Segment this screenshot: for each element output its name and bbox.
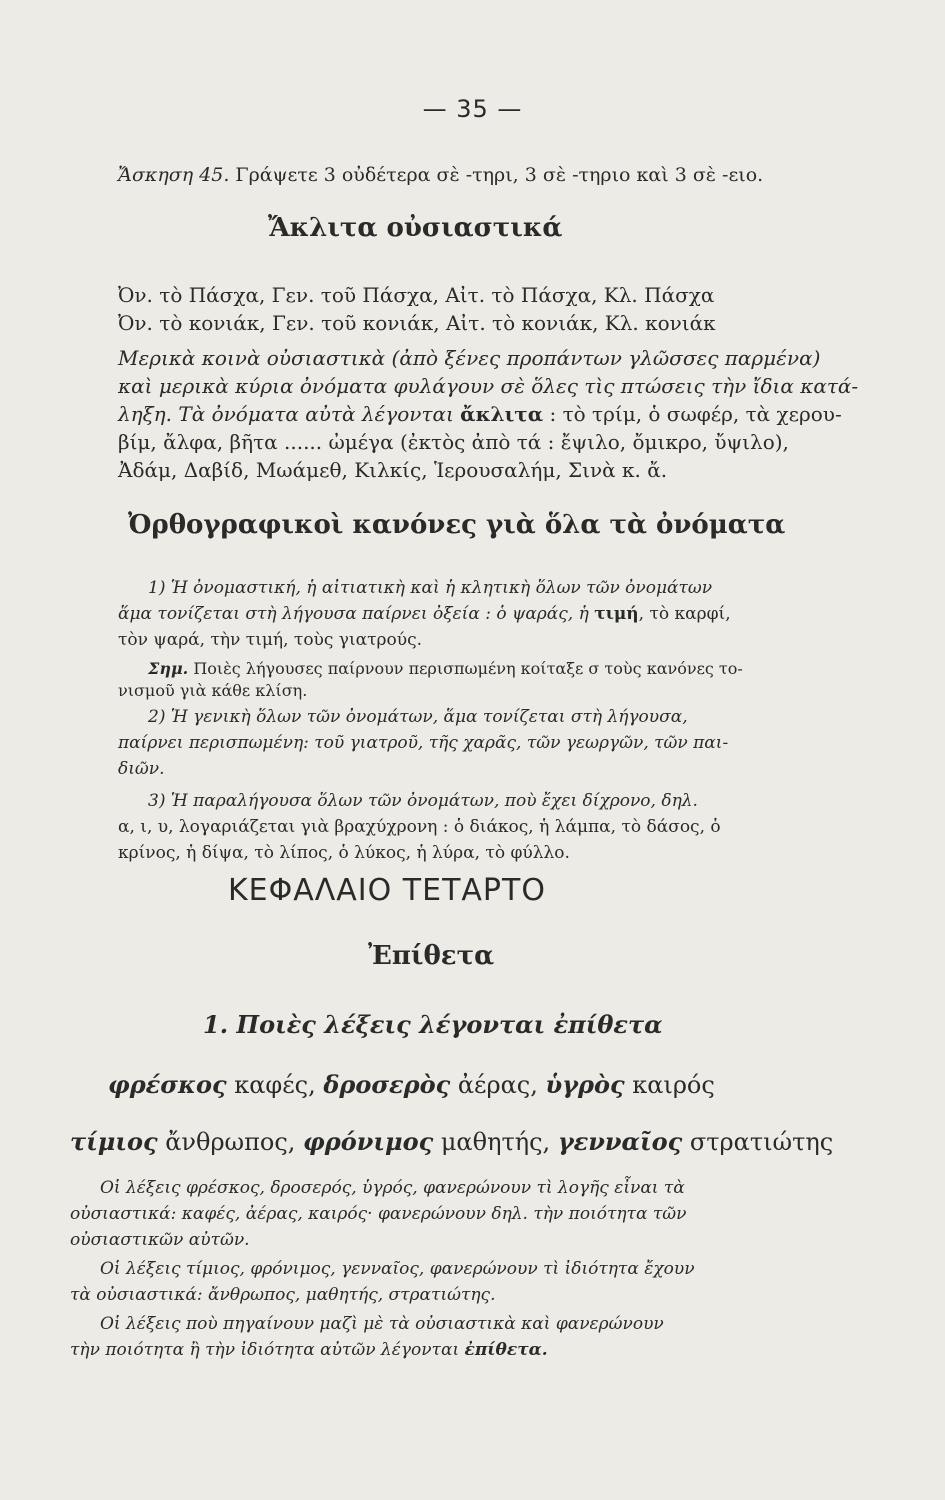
rule-line	[118, 603, 731, 625]
section-title-aklita: Ἄκλιτα οὐσιαστικά	[268, 213, 563, 243]
question-heading: 1. Ποιὲς λέξεις λέγονται ἐπίθετα	[203, 1010, 663, 1039]
noun: ἀέρας,	[450, 1071, 546, 1099]
rule-text: , τὸ καρφί,	[638, 604, 731, 624]
noun: μαθητής,	[433, 1128, 558, 1156]
rule-line: 3) Ἡ παραλήγουσα ὅλων τῶν ὀνομάτων, ποὺ ἔχει δίχρονο, δηλ.	[148, 791, 698, 811]
note-line: νισμοῦ γιὰ κάθε κλίση.	[118, 681, 308, 700]
rule-text: ἅμα τονίζεται στὴ λήγουσα παίρνει ὀξεία : ὁ ψαράς, ἡ	[118, 604, 595, 624]
para-line: καὶ μερικὰ κύρια ὀνόματα φυλάγουν σὲ ὅλες τὶς πτώσεις τὴν ἴδια κατά-	[118, 374, 859, 398]
adjective: δροσερὸς	[323, 1070, 451, 1099]
rule-line: διῶν.	[118, 759, 165, 779]
section-title-rules: Ὀρθογραφικοὶ κανόνες γιὰ ὅλα τὰ ὀνόματα	[128, 510, 786, 540]
para-text: : τὸ τρίμ, ὁ σωφέρ, τὰ χερου-	[543, 402, 842, 426]
closing-line: οὐσιαστικά: καφές, ἀέρας, καιρός· φανερώνουν δηλ. τὴν ποιότητα τῶν	[70, 1204, 687, 1224]
exercise-label: Ἄσκηση 45.	[118, 164, 230, 186]
note-text: Ποιὲς λήγουσες παίρνουν περισπωμένη κοίταξε σ τοὺς κανόνες το-	[188, 659, 743, 678]
adjective: φρέσκος	[108, 1070, 227, 1099]
closing-line: Οἱ λέξεις τίμιος, φρόνιμος, γενναῖος, φανερώνουν τὶ ἰδιότητα ἔχουν	[100, 1259, 695, 1279]
rule-line: 1) Ἡ ὀνομαστική, ἡ αἰτιατικὴ καὶ ἡ κλητικὴ ὅλων τῶν ὀνομάτων	[148, 578, 713, 598]
rule-line: παίρνει περισπωμένη: τοῦ γιατροῦ, τῆς χαρᾶς, τῶν γεωργῶν, τῶν παι-	[118, 733, 729, 753]
exercise-line	[118, 162, 763, 188]
closing-line: οὐσιαστικῶν αὐτῶν.	[70, 1230, 250, 1250]
adjective: ὑγρὸς	[545, 1070, 625, 1099]
adjective: γενναῖος	[557, 1127, 683, 1156]
note-label: Σημ.	[148, 659, 189, 678]
noun: καιρός	[624, 1071, 715, 1099]
chapter-subtitle: Ἐπίθετα	[368, 941, 495, 971]
term: τιμή	[594, 604, 639, 624]
exercise-text: Γράψετε 3 οὐδέτερα σὲ -τηρι, 3 σὲ -τηριο καὶ 3 σὲ -ειο.	[235, 164, 764, 186]
para-text: ληξη. Τὰ ὀνόματα αὐτὰ λέγονται	[118, 402, 461, 426]
page-number: — 35 —	[422, 95, 523, 123]
closing-line: τὰ οὐσιαστικά: ἄνθρωπος, μαθητής, στρατιώτης.	[70, 1285, 496, 1305]
term-epitheta: ἐπίθετα.	[464, 1340, 548, 1360]
closing-line: Οἱ λέξεις ποὺ πηγαίνουν μαζὶ μὲ τὰ οὐσιαστικὰ καὶ φανερώνουν	[100, 1314, 664, 1334]
noun: ἄνθρωπος,	[157, 1128, 304, 1156]
para-line: Μερικὰ κοινὰ οὐσιαστικὰ (ἀπὸ ξένες προπάντων γλῶσσες παρμένα)	[118, 346, 821, 370]
example-line-2	[70, 1127, 833, 1157]
adjective: φρόνιμος	[303, 1127, 434, 1156]
note-line	[148, 658, 743, 680]
rule-line: τὸν ψαρά, τὴν τιμή, τοὺς γιατρούς.	[118, 630, 423, 650]
declension-line-1: Ὀν. τὸ Πάσχα, Γεν. τοῦ Πάσχα, Αἰτ. τὸ Πάσχα, Κλ. Πάσχα	[118, 283, 715, 307]
rule-line: 2) Ἡ γενικὴ ὅλων τῶν ὀνομάτων, ἅμα τονίζεται στὴ λήγουσα,	[148, 707, 688, 727]
chapter-title: ΚΕΦΑΛΑΙΟ ΤΕΤΑΡΤΟ	[228, 873, 546, 908]
term-aklita: ἄκλιτα	[460, 402, 544, 426]
example-line-1	[108, 1070, 715, 1100]
para-line	[118, 401, 842, 427]
noun: στρατιώτης	[682, 1128, 834, 1156]
closing-line	[70, 1339, 548, 1361]
rule-line: κρίνος, ἡ δίψα, τὸ λίπος, ὁ λύκος, ἡ λύρα, τὸ φύλλο.	[118, 843, 570, 863]
para-line: βίμ, ἄλφα, βῆτα ...... ὠμέγα (ἐκτὸς ἀπὸ τά : ἔψιλο, ὄμικρο, ὔψιλο),	[118, 430, 789, 454]
declension-line-2: Ὀν. τὸ κονιάκ, Γεν. τοῦ κονιάκ, Αἰτ. τὸ κονιάκ, Κλ. κονιάκ	[118, 311, 716, 335]
closing-text: τὴν ποιότητα ἢ τὴν ἰδιότητα αὐτῶν λέγονται	[70, 1340, 465, 1360]
para-line: Ἀδάμ, Δαβίδ, Μωάμεθ, Κιλκίς, Ἱερουσαλήμ, Σινὰ κ. ἄ.	[118, 458, 668, 482]
rule-line: α, ι, υ, λογαριάζεται γιὰ βραχύχρονη : ὁ διάκος, ἡ λάμπα, τὸ δάσος, ὁ	[118, 817, 721, 837]
closing-line: Οἱ λέξεις φρέσκος, δροσερός, ὑγρός, φανερώνουν τὶ λογῆς εἶναι τὰ	[100, 1178, 685, 1198]
adjective: τίμιος	[70, 1127, 158, 1156]
noun: καφές,	[226, 1071, 324, 1099]
